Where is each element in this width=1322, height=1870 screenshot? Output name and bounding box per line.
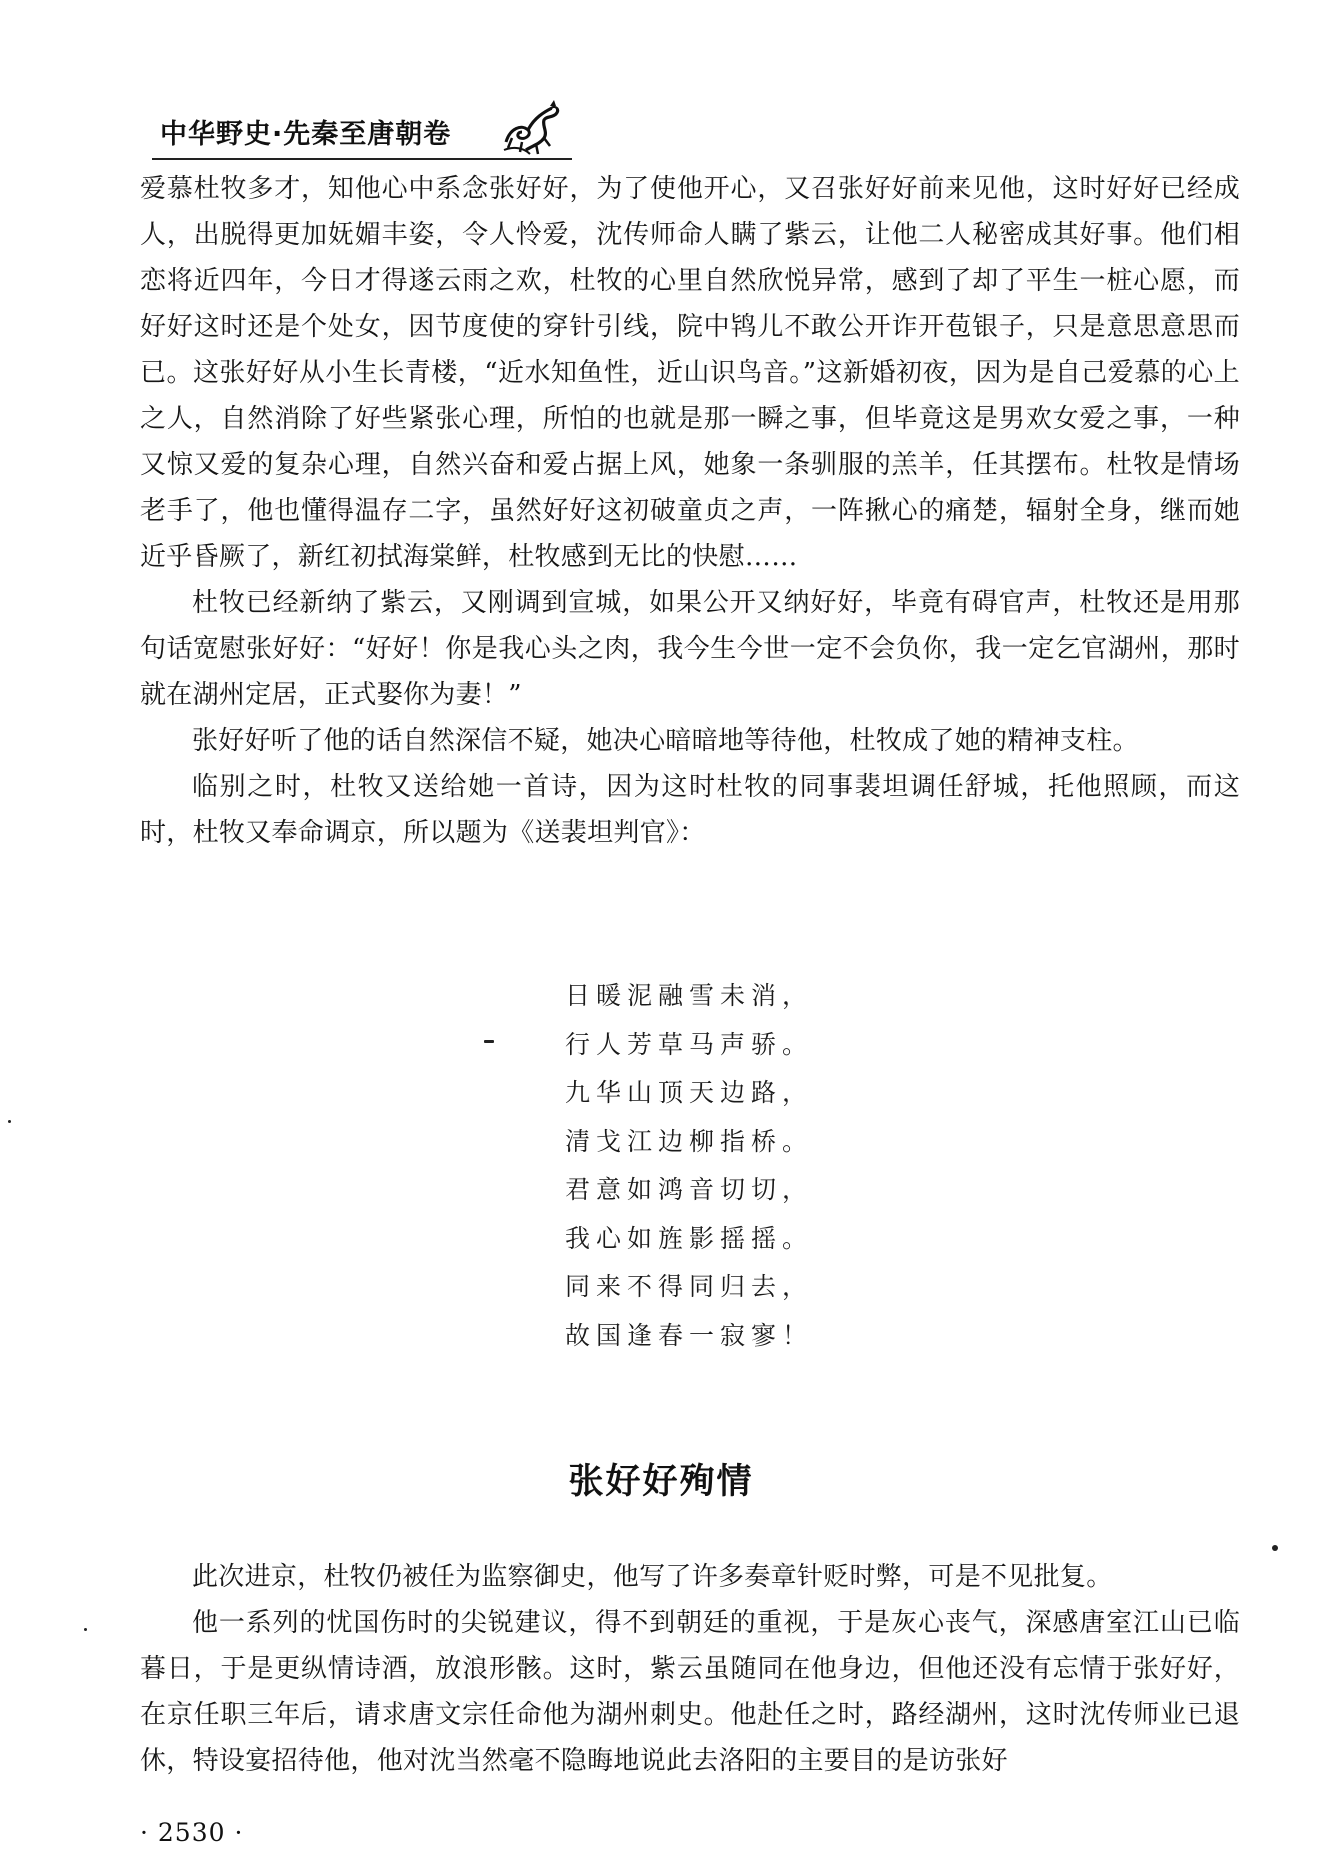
poem-line: 清戈江边柳指桥。 [565, 1126, 814, 1156]
paragraph: 杜牧已经新纳了紫云，又刚调到宣城，如果公开又纳好好，毕竟有碍官声，杜牧还是用那句话宽慰张好好：“好好！你是我心头之肉，我今生今世一定不会负你，我一定乞官湖州，那时就在湖州定居，正式娶你为妻！” [140, 588, 1240, 710]
dragon-icon [500, 98, 564, 158]
poem-line: 九华山顶天边路， [565, 1078, 814, 1107]
page-number: · 2530 · [140, 1818, 244, 1847]
paragraph: 张好好听了他的话自然深信不疑，她决心暗暗地等待他，杜牧成了她的精神支柱。 [192, 726, 1139, 756]
scan-speck [84, 1628, 87, 1631]
paragraph: 临别之时，杜牧又送给她一首诗，因为这时杜牧的同事裴坦调任舒城，托他照顾，而这时，杜牧又奉命调京，所以题为《送裴坦判官》： [140, 772, 1240, 848]
body-text-top [140, 166, 1240, 856]
paragraph: 他一系列的忧国伤时的尖锐建议，得不到朝廷的重视，于是灰心丧气，深感唐室江山已临暮日，于是更纵情诗酒，放浪形骸。这时，紫云虽随同在他身边，但他还没有忘情于张好好，在京任职三年后，请求唐文宗任命他为湖州刺史。他赴任之时，路经湖州，这时沈传师业已退休，特设宴招待他，他对沈当然毫不隐晦地说此去洛阳的主要目的是访张好 [140, 1608, 1240, 1776]
poem-line: 同来不得同归去， [565, 1272, 814, 1301]
scan-speck [1272, 1545, 1278, 1551]
poem-line: 日暖泥融雪未消， [565, 981, 814, 1010]
poem-line: 君意如鸿音切切， [565, 1175, 814, 1204]
running-header-title: 中华野史·先秦至唐朝卷 [160, 119, 452, 150]
poem-line: 行人芳草马声骄。 [565, 1029, 814, 1059]
header-rule [152, 158, 572, 160]
poem [565, 972, 813, 1360]
poem-line: 故国逢春一寂寥！ [565, 1320, 814, 1350]
running-header [140, 102, 570, 160]
scan-speck [8, 1120, 11, 1123]
section-title: 张好好殉情 [568, 1462, 754, 1502]
body-text-bottom [140, 1554, 1240, 1784]
paragraph: 此次进京，杜牧仍被任为监察御史，他写了许多奏章针贬时弊，可是不见批复。 [192, 1562, 1113, 1592]
paragraph: 爱慕杜牧多才，知他心中系念张好好，为了使他开心，又召张好好前来见他，这时好好已经成人，出脱得更加妩媚丰姿，令人怜爱，沈传师命人瞒了紫云，让他二人秘密成其好事。他们相恋将近四年，今日才得遂云雨之欢，杜牧的心里自然欣悦异常，感到了却了平生一桩心愿，而好好这时还是个处女，因节度使的穿针引线，院中鸨儿不敢公开诈开苞银子，只是意思意思而已。这张好好从小生长青楼，“近水知鱼性，近山识鸟音。”这新婚初夜，因为是自己爱慕的心上之人，自然消除了好些紧张心理，所怕的也就是那一瞬之事，但毕竟这是男欢女爱之事，一种又惊又爱的复杂心理，自然兴奋和爱占据上风，她象一条驯服的羔羊，任其摆布。杜牧是情场老手了，他也懂得温存二字，虽然好好这初破童贞之声，一阵揪心的痛楚，辐射全身，继而她近乎昏厥了，新红初拭海棠鲜，杜牧感到无比的快慰…… [140, 174, 1240, 572]
poem-line: 我心如旌影摇摇。 [565, 1223, 814, 1253]
scan-speck [484, 1040, 494, 1043]
